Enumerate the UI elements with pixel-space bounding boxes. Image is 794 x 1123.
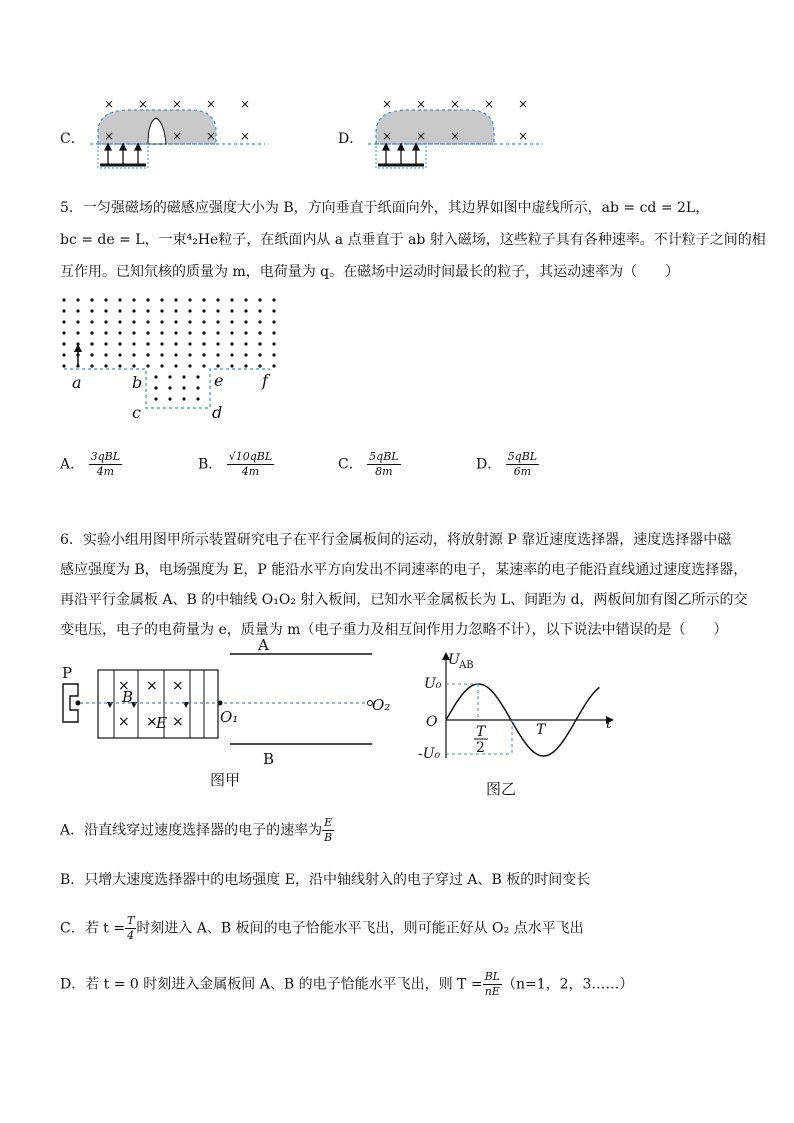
field-dot	[90, 320, 93, 323]
field-dot	[272, 342, 275, 345]
field-dot	[62, 342, 65, 345]
field-mark: ×	[138, 97, 149, 111]
field-dot	[244, 298, 247, 301]
q5-option-c[interactable]: C． $\frac{\text{5qBL}}{8m}$	[338, 450, 399, 478]
field-e-label: E	[156, 714, 167, 732]
t-axis-label: t	[606, 716, 612, 732]
field-dot	[90, 353, 93, 356]
field-dot	[182, 397, 185, 400]
field-dot	[146, 320, 149, 323]
field-mark: ×	[104, 97, 115, 111]
q6-option-d[interactable]: D．若 t = 0 时刻进入金属板间 A、B 的电子恰能水平飞出，则 T = $\frac{BL}{nE}$ （n=1，2，3……）	[60, 970, 634, 998]
field-dot	[104, 309, 107, 312]
field-dot	[132, 353, 135, 356]
field-dot	[132, 331, 135, 334]
y-axis-label: U	[448, 652, 460, 668]
field-dot	[188, 342, 191, 345]
field-dot	[272, 331, 275, 334]
field-dot	[216, 309, 219, 312]
field-dot	[146, 298, 149, 301]
field-dot	[244, 342, 247, 345]
o2-label: O₂	[372, 696, 391, 714]
field-dot	[188, 331, 191, 334]
field-dot	[174, 364, 177, 367]
field-dot	[196, 375, 199, 378]
field-dot	[216, 364, 219, 367]
field-dot	[216, 298, 219, 301]
field-dot	[258, 331, 261, 334]
q6-stem-line-4: 变电压，电子的电荷量为 e，质量为 m（电子重力及相互间作用力忽略不计），以下说法中错误的是（ ）	[60, 622, 728, 638]
field-dot	[104, 298, 107, 301]
point-d-label: d	[212, 403, 223, 422]
cross-mark: ×	[146, 714, 158, 730]
plate-a-label: A	[258, 636, 269, 654]
field-dot	[188, 353, 191, 356]
cross-mark: ×	[146, 678, 158, 694]
field-dot	[132, 309, 135, 312]
field-dot	[146, 331, 149, 334]
field-dot	[258, 353, 261, 356]
figure-b-caption: 图乙	[486, 780, 517, 798]
field-dot	[202, 342, 205, 345]
q5-stem-line-3: 互作用。已知氘核的质量为 m，电荷量为 q。在磁场中运动时间最长的粒子，其运动速率为（ ）	[60, 264, 680, 280]
field-dot	[118, 364, 121, 367]
field-dot	[62, 309, 65, 312]
field-dot	[104, 331, 107, 334]
field-dot	[62, 331, 65, 334]
field-dot	[258, 298, 261, 301]
q6-figure-a	[60, 630, 400, 800]
period-label: T	[536, 722, 546, 738]
field-dot	[154, 386, 157, 389]
field-dot	[174, 309, 177, 312]
field-dot	[118, 353, 121, 356]
field-dot	[90, 342, 93, 345]
field-dot	[258, 364, 261, 367]
field-mark: ×	[206, 129, 217, 143]
field-dot	[196, 397, 199, 400]
point-c-label: c	[132, 403, 141, 422]
field-dot	[188, 364, 191, 367]
field-dot	[188, 320, 191, 323]
field-dot	[132, 298, 135, 301]
field-dot	[230, 353, 233, 356]
field-dot	[244, 364, 247, 367]
field-dot	[244, 353, 247, 356]
field-dot	[146, 309, 149, 312]
field-mark: ×	[104, 129, 115, 143]
q4-option-c-label[interactable]: C．	[60, 131, 85, 147]
field-dot	[160, 353, 163, 356]
field-dot	[216, 331, 219, 334]
field-mark: ×	[206, 97, 217, 111]
field-dot	[104, 320, 107, 323]
field-dot	[118, 320, 121, 323]
field-dot	[230, 298, 233, 301]
field-dot	[174, 342, 177, 345]
q6-stem-line-1: 6．实验小组用图甲所示装置研究电子在平行金属板间的运动，将放射源 P 靠近速度选择器，速度选择器中磁	[60, 532, 732, 548]
field-mark: ×	[382, 129, 393, 143]
field-dot	[146, 353, 149, 356]
field-dot	[202, 364, 205, 367]
point-e-label: e	[214, 371, 224, 390]
field-dot	[104, 353, 107, 356]
field-dot	[230, 364, 233, 367]
origin-label: O	[426, 714, 438, 730]
field-dot	[202, 353, 205, 356]
field-dot	[244, 331, 247, 334]
q6-figure-b	[418, 648, 628, 798]
q6-option-a[interactable]: A．沿直线穿过速度选择器的电子的速率为 $\frac{E}{B}$	[60, 816, 333, 844]
field-dot	[168, 386, 171, 389]
field-dot	[132, 342, 135, 345]
field-dot	[154, 375, 157, 378]
field-dot	[216, 320, 219, 323]
field-dot	[258, 320, 261, 323]
field-dot	[202, 298, 205, 301]
field-dot	[272, 309, 275, 312]
field-mark: ×	[172, 97, 183, 111]
field-mark: ×	[518, 129, 529, 143]
plate-b-label: B	[263, 750, 275, 768]
field-dot	[258, 309, 261, 312]
cross-mark: ×	[118, 678, 130, 694]
q5-option-b[interactable]: B． $\frac{\text{√10qBL}}{4m}$	[198, 450, 273, 478]
q4-option-c-figure	[90, 92, 270, 172]
field-dot	[216, 353, 219, 356]
field-dot	[132, 364, 135, 367]
cross-mark: ×	[118, 714, 130, 730]
field-dot	[230, 309, 233, 312]
field-dot	[230, 331, 233, 334]
field-dot	[76, 309, 79, 312]
field-dot	[62, 298, 65, 301]
field-mark: ×	[518, 97, 529, 111]
o1-label: O₁	[220, 708, 239, 726]
field-dot	[216, 342, 219, 345]
point-a-label: a	[72, 373, 82, 392]
field-dot	[202, 320, 205, 323]
field-dot	[146, 364, 149, 367]
q6-stem-line-2: 感应强度为 B，电场强度为 E，P 能沿水平方向发出不同速率的电子，某速率的电子能沿直线通过速度选择器，	[60, 562, 748, 578]
field-dot	[272, 353, 275, 356]
field-dot	[154, 397, 157, 400]
field-dot	[104, 342, 107, 345]
field-dot	[62, 364, 65, 367]
q5-option-a[interactable]: A． $\frac{\text{3qBL}}{4m}$	[60, 450, 121, 478]
cross-mark: ×	[172, 678, 184, 694]
q6-option-b[interactable]: B．只增大速度选择器中的电场强度 E，沿中轴线射入的电子穿过 A、B 板的时间变长	[60, 872, 591, 888]
field-mark: ×	[450, 129, 461, 143]
field-dot	[160, 320, 163, 323]
field-dot	[90, 364, 93, 367]
field-dot	[168, 397, 171, 400]
field-dot	[230, 320, 233, 323]
field-dot	[188, 298, 191, 301]
field-dot	[258, 342, 261, 345]
field-dot	[90, 298, 93, 301]
point-b-label: b	[132, 373, 143, 392]
source-p-label: P	[62, 664, 73, 682]
field-dot	[272, 298, 275, 301]
field-dot	[202, 331, 205, 334]
field-dot	[160, 342, 163, 345]
field-dot	[174, 320, 177, 323]
field-dot	[118, 309, 121, 312]
field-dot	[160, 331, 163, 334]
field-mark: ×	[240, 97, 251, 111]
field-mark: ×	[416, 97, 427, 111]
u0-label: U₀	[424, 676, 442, 692]
field-dot	[132, 320, 135, 323]
field-dot	[62, 353, 65, 356]
field-dot	[76, 320, 79, 323]
field-dot	[62, 320, 65, 323]
field-dot	[118, 331, 121, 334]
field-dot	[182, 375, 185, 378]
q4-option-d-label[interactable]: D．	[338, 131, 364, 147]
field-dot	[244, 320, 247, 323]
q4-option-d-figure	[368, 92, 548, 172]
half-period-den: 2	[476, 740, 485, 756]
field-dot	[90, 331, 93, 334]
figure-a-caption: 图甲	[210, 771, 241, 789]
field-dot	[90, 309, 93, 312]
field-dot	[76, 331, 79, 334]
field-dot	[182, 386, 185, 389]
field-b-label: B	[122, 688, 134, 706]
field-dot	[160, 364, 163, 367]
half-period-num: T	[476, 724, 486, 740]
field-mark: ×	[382, 97, 393, 111]
field-dot	[272, 364, 275, 367]
field-dot	[196, 386, 199, 389]
neg-u0-label: -U₀	[418, 746, 441, 762]
q5-stem-line-1: 5．一匀强磁场的磁感应强度大小为 B，方向垂直于纸面向外，其边界如图中虚线所示，ab = cd = 2L，	[60, 200, 710, 216]
field-dot	[188, 309, 191, 312]
field-mark: ×	[484, 97, 495, 111]
q6-stem-line-3: 再沿平行金属板 A、B 的中轴线 O₁O₂ 射入板间，已知水平金属板长为 L、间距为 d，两板间加有图乙所示的交	[60, 592, 748, 608]
field-dot	[174, 331, 177, 334]
field-dot	[118, 342, 121, 345]
field-dot	[146, 342, 149, 345]
q5-option-d[interactable]: D． $\frac{\text{5qBL}}{6m}$	[476, 450, 538, 478]
field-mark: ×	[240, 129, 251, 143]
field-mark: ×	[450, 97, 461, 111]
y-axis-sub: AB	[459, 660, 474, 671]
field-dot	[272, 320, 275, 323]
field-dot	[104, 364, 107, 367]
q5-stem-line-2: bc = de = L，一束⁴₂He粒子，在纸面内从 a 点垂直于 ab 射入磁场，这些粒子具有各种速率。不计粒子之间的相	[60, 232, 766, 248]
q5-field-figure	[56, 292, 296, 422]
field-dot	[244, 309, 247, 312]
field-dot	[160, 309, 163, 312]
field-dot	[174, 353, 177, 356]
cross-mark: ×	[172, 714, 184, 730]
field-dot	[202, 309, 205, 312]
q6-option-c[interactable]: C．若 t = $\frac{T}{4}$ 时刻进入 A、B 板间的电子恰能水平飞出，则可能正好从 O₂ 点水平飞出	[60, 914, 584, 942]
field-mark: ×	[416, 129, 427, 143]
field-dot	[160, 298, 163, 301]
point-f-label: f	[262, 371, 268, 390]
field-dot	[174, 298, 177, 301]
field-dot	[230, 342, 233, 345]
field-dot	[168, 375, 171, 378]
field-mark: ×	[172, 129, 183, 143]
field-dot	[76, 298, 79, 301]
field-dot	[118, 298, 121, 301]
